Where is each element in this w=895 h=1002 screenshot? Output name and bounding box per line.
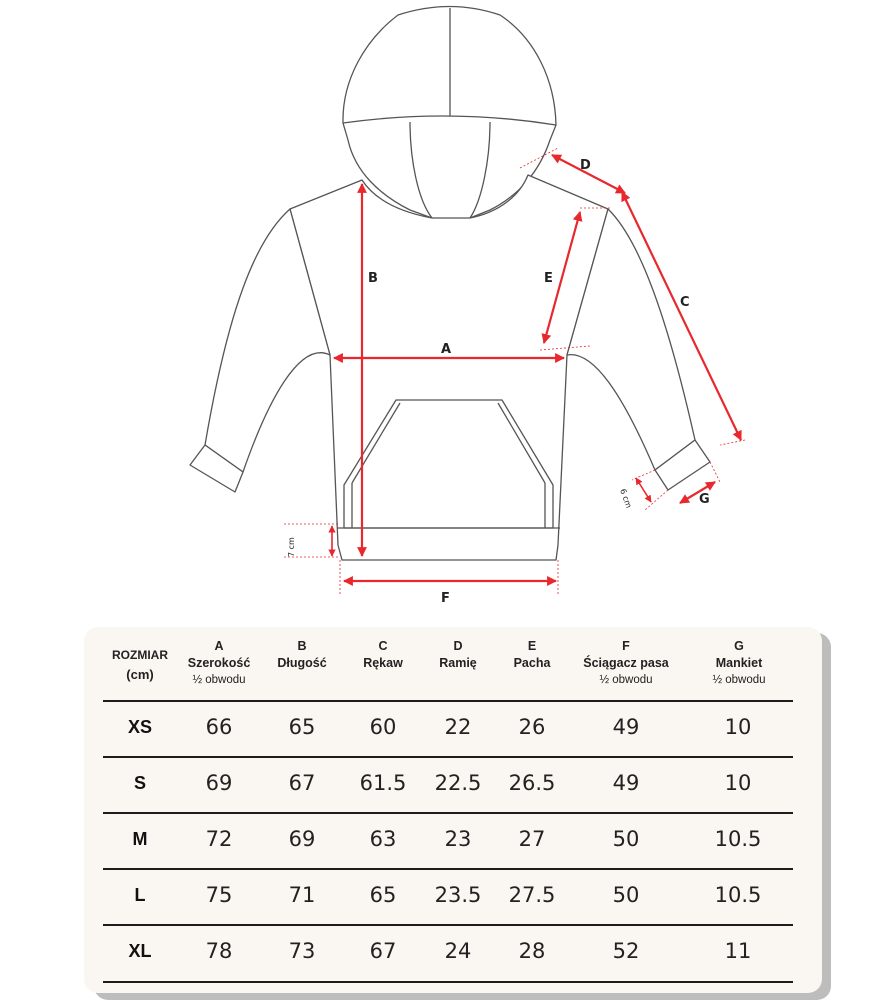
table-cell: 78 bbox=[205, 939, 233, 963]
hem-height-label: 7 cm bbox=[287, 537, 296, 557]
table-cell: 50 bbox=[612, 883, 640, 907]
column-note: ½ obwodu bbox=[712, 674, 766, 686]
column-name: Długość bbox=[277, 656, 327, 670]
column-note: ½ obwodu bbox=[192, 674, 246, 686]
table-cell: 10 bbox=[724, 715, 752, 739]
table-cell: 49 bbox=[612, 771, 640, 795]
table-cell: 67 bbox=[369, 939, 397, 963]
table-rule bbox=[103, 981, 793, 983]
hoodie-outline bbox=[190, 7, 710, 561]
table-cell: 24 bbox=[444, 939, 472, 963]
column-header-d bbox=[416, 638, 500, 672]
row-size-m: M bbox=[132, 829, 148, 849]
label-f: F bbox=[441, 591, 450, 606]
column-name: Mankiet bbox=[715, 656, 763, 670]
table-cell: 73 bbox=[288, 939, 316, 963]
column-letter: B bbox=[297, 639, 307, 653]
column-header-f bbox=[560, 638, 692, 689]
label-d: D bbox=[580, 158, 591, 173]
cuff-height-label: 6 cm bbox=[618, 487, 634, 510]
column-letter: E bbox=[527, 639, 537, 653]
column-letter: D bbox=[453, 639, 463, 653]
table-cell: 71 bbox=[288, 883, 316, 907]
table-cell: 61.5 bbox=[359, 771, 407, 795]
row-size-xs: XS bbox=[127, 717, 152, 737]
table-cell: 63 bbox=[369, 827, 397, 851]
size-header-line2: (cm) bbox=[126, 667, 154, 682]
label-a: A bbox=[441, 342, 452, 357]
row-size-s: S bbox=[133, 773, 146, 793]
label-c: C bbox=[680, 295, 690, 310]
table-cell: 60 bbox=[369, 715, 397, 739]
table-cell: 67 bbox=[288, 771, 316, 795]
table-rule bbox=[103, 700, 793, 702]
label-e: E bbox=[544, 271, 553, 286]
table-cell: 10 bbox=[724, 771, 752, 795]
table-cell: 11 bbox=[724, 939, 752, 963]
column-name: Pacha bbox=[513, 656, 551, 670]
column-name: Ściągacz pasa bbox=[583, 656, 669, 670]
label-g: G bbox=[699, 492, 710, 507]
column-header-b bbox=[258, 638, 346, 672]
column-header-a bbox=[168, 638, 270, 689]
table-cell: 10.5 bbox=[714, 883, 762, 907]
arrow-g bbox=[680, 482, 715, 503]
table-cell: 66 bbox=[205, 715, 233, 739]
table-cell: 69 bbox=[205, 771, 233, 795]
label-b: B bbox=[368, 271, 378, 286]
table-cell: 26.5 bbox=[508, 771, 556, 795]
size-header-line1: ROZMIAR bbox=[112, 648, 168, 662]
table-cell: 50 bbox=[612, 827, 640, 851]
table-rule bbox=[103, 756, 793, 758]
arrow-cuff bbox=[636, 478, 651, 502]
column-letter: F bbox=[622, 639, 630, 653]
table-cell: 23.5 bbox=[434, 883, 482, 907]
table-cell: 28 bbox=[518, 939, 546, 963]
table-cell: 23 bbox=[444, 827, 472, 851]
column-name: Szerokość bbox=[187, 656, 251, 670]
table-cell: 49 bbox=[612, 715, 640, 739]
table-cell: 65 bbox=[369, 883, 397, 907]
table-cell: 26 bbox=[518, 715, 546, 739]
column-header-c bbox=[340, 638, 426, 672]
table-cell: 22.5 bbox=[434, 771, 482, 795]
column-letter: G bbox=[734, 639, 744, 653]
table-cell: 10.5 bbox=[714, 827, 762, 851]
table-cell: 27 bbox=[518, 827, 546, 851]
column-note: ½ obwodu bbox=[599, 674, 653, 686]
table-cell: 65 bbox=[288, 715, 316, 739]
table-rule bbox=[103, 868, 793, 870]
table-cell: 72 bbox=[205, 827, 233, 851]
column-header-g bbox=[690, 638, 788, 689]
column-letter: A bbox=[214, 639, 224, 653]
column-name: Rękaw bbox=[363, 656, 403, 670]
table-cell: 52 bbox=[612, 939, 640, 963]
table-cell: 69 bbox=[288, 827, 316, 851]
table-rule bbox=[103, 924, 793, 926]
table-cell: 75 bbox=[205, 883, 233, 907]
column-letter: C bbox=[378, 639, 388, 653]
row-size-l: L bbox=[134, 885, 146, 905]
table-rule bbox=[103, 812, 793, 814]
column-name: Ramię bbox=[439, 656, 477, 670]
row-size-xl: XL bbox=[128, 941, 152, 961]
table-cell: 22 bbox=[444, 715, 472, 739]
table-cell: 27.5 bbox=[508, 883, 556, 907]
